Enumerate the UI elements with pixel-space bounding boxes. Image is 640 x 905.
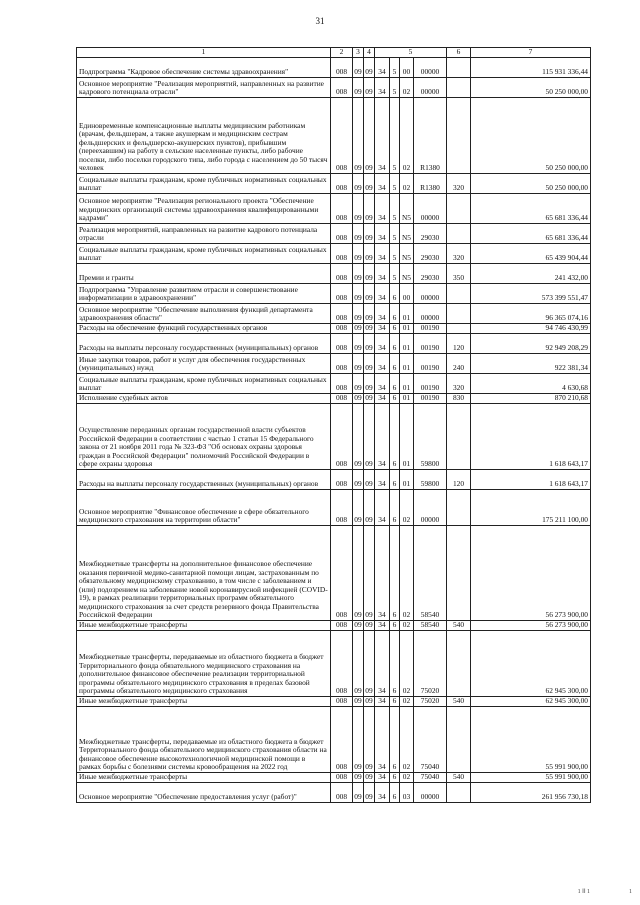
code-subsection: 09	[364, 244, 375, 264]
code-expense-type	[447, 304, 471, 324]
col-header: 1	[77, 48, 331, 58]
code-admin: 008	[331, 707, 353, 773]
col-header: 2	[331, 48, 353, 58]
code-subprogram: 6	[390, 526, 400, 621]
code-admin: 008	[331, 783, 353, 803]
code-event: 01	[400, 470, 414, 490]
code-event: 01	[400, 354, 414, 374]
code-subprogram: 5	[390, 264, 400, 284]
code-admin: 008	[331, 490, 353, 526]
code-subprogram: 6	[390, 621, 400, 631]
table-row	[77, 334, 591, 354]
code-subsection: 09	[364, 374, 375, 394]
code-direction: 00190	[414, 394, 447, 404]
code-expense-type	[447, 631, 471, 697]
code-admin: 008	[331, 174, 353, 194]
code-subsection: 09	[364, 304, 375, 324]
row-name: Иные межбюджетные трансферты	[77, 773, 331, 783]
code-direction: 58540	[414, 526, 447, 621]
code-program: 34	[375, 470, 390, 490]
code-program: 34	[375, 526, 390, 621]
code-direction: 00000	[414, 58, 447, 78]
row-name: Социальные выплаты гражданам, кроме публичных нормативных социальных выплат	[77, 174, 331, 194]
code-subsection: 09	[365, 772, 373, 782]
col-header: 3	[353, 48, 364, 58]
row-name: Расходы на выплаты персоналу государственных (муниципальных) органов	[77, 470, 331, 490]
code-event: N5	[400, 264, 414, 284]
code-section: 09	[354, 393, 362, 403]
code-subsection: 09	[364, 264, 375, 284]
code-program: 34	[375, 224, 390, 244]
amount: 175 211 100,00	[471, 490, 591, 526]
code-admin: 008	[331, 194, 353, 224]
table-row	[77, 490, 591, 526]
col-header: 7	[471, 48, 591, 58]
row-name: Социальные выплаты гражданам, кроме публичных нормативных социальных выплат	[77, 374, 331, 394]
code-section: 09	[353, 404, 364, 470]
code-subsection: 09	[364, 284, 375, 304]
code-expense-type: 830	[447, 394, 471, 404]
code-subsection: 09	[364, 224, 375, 244]
code-event: 01	[400, 334, 414, 354]
row-name: Межбюджетные трансферты на дополнительное финансовое обеспечение оказания первичной медико-санитарной помощи лицам, застрахованным по обязательному медицинскому страхованию, в том числе с заболеванием и (или) подозрением на заболевание новой коронавирусной инфекцией (COVID-19), в рамках реализации территориальных программ обязательного медицинского страхования за счет средств резервного фонда Правительства Российской Федерации	[77, 526, 331, 621]
amount: 922 381,34	[471, 354, 591, 374]
code-expense-type	[447, 490, 471, 526]
col-header: 5	[375, 48, 447, 58]
code-expense-type: 120	[447, 470, 471, 490]
table-row	[77, 264, 591, 284]
code-direction: 00190	[414, 324, 447, 334]
table-row	[77, 631, 591, 697]
code-direction: 29030	[414, 224, 447, 244]
code-admin: 008	[331, 773, 353, 783]
code-program: 34	[375, 244, 390, 264]
code-section: 09	[353, 783, 364, 803]
code-section: 09	[354, 696, 362, 706]
code-section: 09	[353, 490, 364, 526]
code-subprogram: 5	[390, 58, 400, 78]
code-expense-type	[447, 194, 471, 224]
table-row	[77, 174, 591, 194]
code-section: 09	[353, 526, 364, 621]
code-event: 02	[400, 78, 414, 98]
amount: 1 618 643,17	[471, 404, 591, 470]
code-section: 09	[353, 354, 364, 374]
row-name: Межбюджетные трансферты, передаваемые из областного бюджета в бюджет Территориального фонда обязательного медицинского страхования на дополнительное финансовое обеспечение реализации территориальной программы обязательного медицинского страхования в пределах базовой программы обязательного медицинского страхования	[77, 631, 331, 697]
amount: 65 681 336,44	[471, 224, 591, 244]
code-admin: 008	[331, 334, 353, 354]
table-row	[77, 224, 591, 244]
code-program: 34	[375, 324, 390, 334]
amount: 241 432,00	[471, 264, 591, 284]
table-row	[77, 304, 591, 324]
row-name: Основное мероприятие "Обеспечение выполнения функций департамента здравоохранения области"	[77, 304, 331, 324]
table-row	[77, 98, 591, 174]
amount: 115 931 336,44	[471, 58, 591, 78]
amount: 573 399 551,47	[471, 284, 591, 304]
code-expense-type: 540	[447, 773, 471, 783]
table-row	[77, 58, 591, 78]
code-expense-type	[447, 284, 471, 304]
code-direction: 58540	[414, 621, 447, 631]
code-subprogram: 6	[390, 404, 400, 470]
amount: 55 991 900,00	[471, 707, 591, 773]
code-subsection: 09	[364, 707, 375, 773]
code-direction: 75020	[414, 697, 447, 707]
table-row	[77, 284, 591, 304]
code-event: N5	[400, 224, 414, 244]
table-row	[77, 78, 591, 98]
code-program: 34	[375, 194, 390, 224]
code-subprogram: 6	[390, 354, 400, 374]
amount: 94 746 430,99	[471, 324, 591, 334]
code-program: 34	[375, 773, 390, 783]
code-direction: 00190	[414, 334, 447, 354]
table-row	[77, 244, 591, 264]
code-subsection: 09	[365, 620, 373, 630]
table-row	[77, 374, 591, 394]
code-section: 09	[353, 374, 364, 394]
code-section: 09	[353, 78, 364, 98]
amount: 261 956 730,18	[471, 783, 591, 803]
code-expense-type: 120	[447, 334, 471, 354]
footer-mark: 1 ‖‖ 1	[577, 889, 590, 895]
row-name: Подпрограмма "Управление развитием отрасли и совершенствование информатизации в здравоохранении"	[77, 284, 331, 304]
amount: 56 273 900,00	[471, 526, 591, 621]
row-name: Подпрограмма "Кадровое обеспечение системы здравоохранения"	[77, 58, 331, 78]
code-direction: 00190	[414, 354, 447, 374]
code-subsection: 09	[364, 783, 375, 803]
code-program: 34	[375, 98, 390, 174]
col-header: 4	[364, 48, 375, 58]
code-subsection: 09	[364, 526, 375, 621]
code-section: 09	[354, 620, 362, 630]
amount: 92 949 208,29	[471, 334, 591, 354]
row-name: Расходы на выплаты персоналу государственных (муниципальных) органов	[77, 334, 331, 354]
amount: 1 618 643,17	[471, 470, 591, 490]
row-name: Основное мероприятие "Реализация мероприятий, направленных на развитие кадрового потенциала отрасли"	[77, 78, 331, 98]
code-admin: 008	[331, 78, 353, 98]
amount: 65 681 336,44	[471, 194, 591, 224]
code-expense-type: 320	[447, 374, 471, 394]
code-program: 34	[375, 404, 390, 470]
code-admin: 008	[331, 324, 353, 334]
code-subprogram: 6	[390, 697, 400, 707]
code-direction: 00000	[414, 78, 447, 98]
code-section: 09	[353, 470, 364, 490]
code-admin: 008	[331, 98, 353, 174]
code-admin: 008	[331, 394, 353, 404]
code-expense-type: 320	[447, 174, 471, 194]
amount: 870 210,68	[471, 394, 591, 404]
amount: 62 945 300,00	[471, 631, 591, 697]
code-event: 01	[400, 394, 414, 404]
code-expense-type: 540	[447, 621, 471, 631]
code-event: N5	[400, 194, 414, 224]
code-program: 34	[375, 58, 390, 78]
row-name: Социальные выплаты гражданам, кроме публичных нормативных социальных выплат	[77, 244, 331, 264]
code-expense-type	[447, 324, 471, 334]
table-row	[77, 470, 591, 490]
table-row	[77, 526, 591, 621]
code-subprogram: 6	[390, 394, 400, 404]
table-row	[77, 697, 591, 707]
code-direction: 59800	[414, 404, 447, 470]
row-name: Иные межбюджетные трансферты	[77, 621, 331, 631]
code-event: 02	[400, 631, 414, 697]
code-event: 02	[400, 707, 414, 773]
amount: 4 630,68	[471, 374, 591, 394]
code-event: 00	[400, 284, 414, 304]
code-subprogram: 5	[390, 78, 400, 98]
row-name: Расходы на обеспечение функций государственных органов	[77, 324, 331, 334]
code-direction: 75040	[414, 773, 447, 783]
table-row	[77, 194, 591, 224]
row-name: Межбюджетные трансферты, передаваемые из областного бюджета в бюджет Территориального фонда обязательного медицинского страхования области на финансовое обеспечение высокотехнологичной медицинской помощи в рамках борьбы с болезнями системы кровообращения на 2022 год	[77, 707, 331, 773]
code-direction: 29030	[414, 244, 447, 264]
code-subprogram: 5	[390, 98, 400, 174]
code-section: 09	[353, 58, 364, 78]
table-row	[77, 324, 591, 334]
code-admin: 008	[331, 244, 353, 264]
code-admin: 008	[331, 58, 353, 78]
code-section: 09	[353, 98, 364, 174]
code-expense-type	[447, 783, 471, 803]
code-program: 34	[375, 264, 390, 284]
code-expense-type	[447, 58, 471, 78]
table-row	[77, 404, 591, 470]
code-subprogram: 5	[390, 244, 400, 264]
code-direction: 59800	[414, 470, 447, 490]
code-program: 34	[375, 374, 390, 394]
code-event: 02	[400, 174, 414, 194]
code-direction: 29030	[414, 264, 447, 284]
code-subsection: 09	[364, 174, 375, 194]
row-name: Реализация мероприятий, направленных на развитие кадрового потенциала отрасли	[77, 224, 331, 244]
row-name: Иные межбюджетные трансферты	[77, 697, 331, 707]
row-name: Премии и гранты	[77, 264, 331, 284]
code-subprogram: 6	[390, 304, 400, 324]
amount: 62 945 300,00	[471, 697, 591, 707]
table-row	[77, 773, 591, 783]
code-section: 09	[354, 323, 362, 333]
amount: 50 250 000,00	[471, 98, 591, 174]
code-program: 34	[375, 174, 390, 194]
code-subprogram: 5	[390, 194, 400, 224]
code-direction: R1380	[414, 98, 447, 174]
row-name: Основное мероприятие "Обеспечение предоставления услуг (работ)"	[77, 783, 331, 803]
code-expense-type: 240	[447, 354, 471, 374]
code-program: 34	[375, 334, 390, 354]
code-section: 09	[353, 304, 364, 324]
code-subprogram: 5	[390, 174, 400, 194]
code-program: 34	[375, 394, 390, 404]
code-section: 09	[353, 707, 364, 773]
table-row	[77, 394, 591, 404]
code-admin: 008	[331, 284, 353, 304]
code-section: 09	[353, 264, 364, 284]
table-row	[77, 354, 591, 374]
code-admin: 008	[331, 374, 353, 394]
code-expense-type	[447, 404, 471, 470]
code-direction: 00000	[414, 783, 447, 803]
code-subsection: 09	[364, 98, 375, 174]
code-direction: 00190	[414, 374, 447, 394]
amount: 50 250 000,00	[471, 78, 591, 98]
code-expense-type	[447, 78, 471, 98]
code-program: 34	[375, 707, 390, 773]
code-subsection: 09	[364, 334, 375, 354]
table-row	[77, 783, 591, 803]
code-event: 00	[400, 58, 414, 78]
code-section: 09	[353, 334, 364, 354]
footer-mark-right: 1	[629, 889, 632, 895]
code-program: 34	[375, 304, 390, 324]
code-program: 34	[375, 284, 390, 304]
table-row	[77, 621, 591, 631]
code-program: 34	[375, 783, 390, 803]
code-expense-type	[447, 98, 471, 174]
code-admin: 008	[331, 621, 353, 631]
code-subsection: 09	[364, 354, 375, 374]
code-admin: 008	[331, 354, 353, 374]
code-admin: 008	[331, 304, 353, 324]
code-event: 01	[400, 374, 414, 394]
code-direction: R1380	[414, 174, 447, 194]
code-subprogram: 6	[390, 374, 400, 394]
code-section: 09	[353, 244, 364, 264]
code-admin: 008	[331, 470, 353, 490]
amount: 65 439 904,44	[471, 244, 591, 264]
code-section: 09	[353, 174, 364, 194]
code-expense-type: 320	[447, 244, 471, 264]
code-direction: 75020	[414, 631, 447, 697]
code-section: 09	[353, 224, 364, 244]
budget-table	[76, 47, 591, 803]
code-admin: 008	[331, 224, 353, 244]
row-name: Единовременные компенсационные выплаты медицинским работникам (врачам, фельдшерам, а также акушеркам и медицинским сестрам фельдшерских и фельдшерско-акушерских пунктов), прибывшим (переехавшим) на работу в сельские населенные пункты, либо рабочие поселки, либо поселки городского типа, либо города с населением до 50 тысяч человек	[77, 98, 331, 174]
code-subprogram: 6	[390, 773, 400, 783]
code-program: 34	[375, 621, 390, 631]
row-name: Исполнение судебных актов	[77, 394, 331, 404]
code-event: N5	[400, 244, 414, 264]
code-admin: 008	[331, 631, 353, 697]
code-event: 02	[400, 697, 414, 707]
code-direction: 00000	[414, 194, 447, 224]
code-section: 09	[353, 284, 364, 304]
code-event: 02	[400, 773, 414, 783]
code-subsection: 09	[364, 470, 375, 490]
row-name: Иные закупки товаров, работ и услуг для обеспечения государственных (муниципальных) нужд	[77, 354, 331, 374]
amount: 96 365 074,16	[471, 304, 591, 324]
code-expense-type: 350	[447, 264, 471, 284]
code-program: 34	[375, 631, 390, 697]
code-program: 34	[375, 490, 390, 526]
code-subprogram: 6	[390, 783, 400, 803]
code-program: 34	[375, 78, 390, 98]
code-expense-type	[447, 707, 471, 773]
code-event: 01	[400, 304, 414, 324]
code-expense-type	[447, 224, 471, 244]
code-subprogram: 6	[390, 334, 400, 354]
table-row	[77, 707, 591, 773]
code-expense-type	[447, 526, 471, 621]
code-subsection: 09	[364, 490, 375, 526]
code-admin: 008	[331, 526, 353, 621]
code-subsection: 09	[365, 323, 373, 333]
amount: 56 273 900,00	[471, 621, 591, 631]
code-subsection: 09	[364, 194, 375, 224]
code-subprogram: 6	[390, 490, 400, 526]
col-header: 6	[447, 48, 471, 58]
code-subprogram: 6	[390, 470, 400, 490]
row-name: Основное мероприятие "Финансовое обеспечение в сфере обязательного медицинского страхования на территории области"	[77, 490, 331, 526]
code-event: 01	[400, 404, 414, 470]
code-section: 09	[354, 772, 362, 782]
code-direction: 00000	[414, 304, 447, 324]
code-subprogram: 6	[390, 707, 400, 773]
code-subprogram: 6	[390, 631, 400, 697]
amount: 55 991 900,00	[471, 773, 591, 783]
code-subprogram: 6	[390, 324, 400, 334]
code-admin: 008	[331, 697, 353, 707]
code-event: 02	[400, 490, 414, 526]
code-event: 03	[400, 783, 414, 803]
row-name: Основное мероприятие "Реализация регионального проекта "Обеспечение медицинских организаций системы здравоохранения квалифицированными кадрами"	[77, 194, 331, 224]
code-subsection: 09	[365, 696, 373, 706]
code-event: 01	[400, 324, 414, 334]
code-subsection: 09	[364, 58, 375, 78]
code-program: 34	[375, 697, 390, 707]
amount: 50 250 000,00	[471, 174, 591, 194]
code-subsection: 09	[364, 78, 375, 98]
code-subprogram: 5	[390, 224, 400, 244]
code-section: 09	[353, 631, 364, 697]
code-direction: 75040	[414, 707, 447, 773]
code-direction: 00000	[414, 284, 447, 304]
code-event: 02	[400, 98, 414, 174]
code-expense-type: 540	[447, 697, 471, 707]
code-subprogram: 6	[390, 284, 400, 304]
code-admin: 008	[331, 264, 353, 284]
code-event: 02	[400, 526, 414, 621]
code-event: 02	[400, 621, 414, 631]
header-row	[77, 48, 591, 58]
code-subsection: 09	[365, 393, 373, 403]
code-program: 34	[375, 354, 390, 374]
code-admin: 008	[331, 404, 353, 470]
row-name: Осуществление переданных органам государственной власти субъектов Российской Федерации в соответствии с частью 1 статьи 15 Федерального закона от 21 ноября 2011 года № 323-ФЗ "Об основах охраны здоровья граждан в Российской Федерации" полномочий Российской Федерации в сфере охраны здоровья	[77, 404, 331, 470]
code-subsection: 09	[364, 631, 375, 697]
code-direction: 00000	[414, 490, 447, 526]
code-subsection: 09	[364, 404, 375, 470]
code-section: 09	[353, 194, 364, 224]
page-number: 31	[315, 16, 325, 26]
